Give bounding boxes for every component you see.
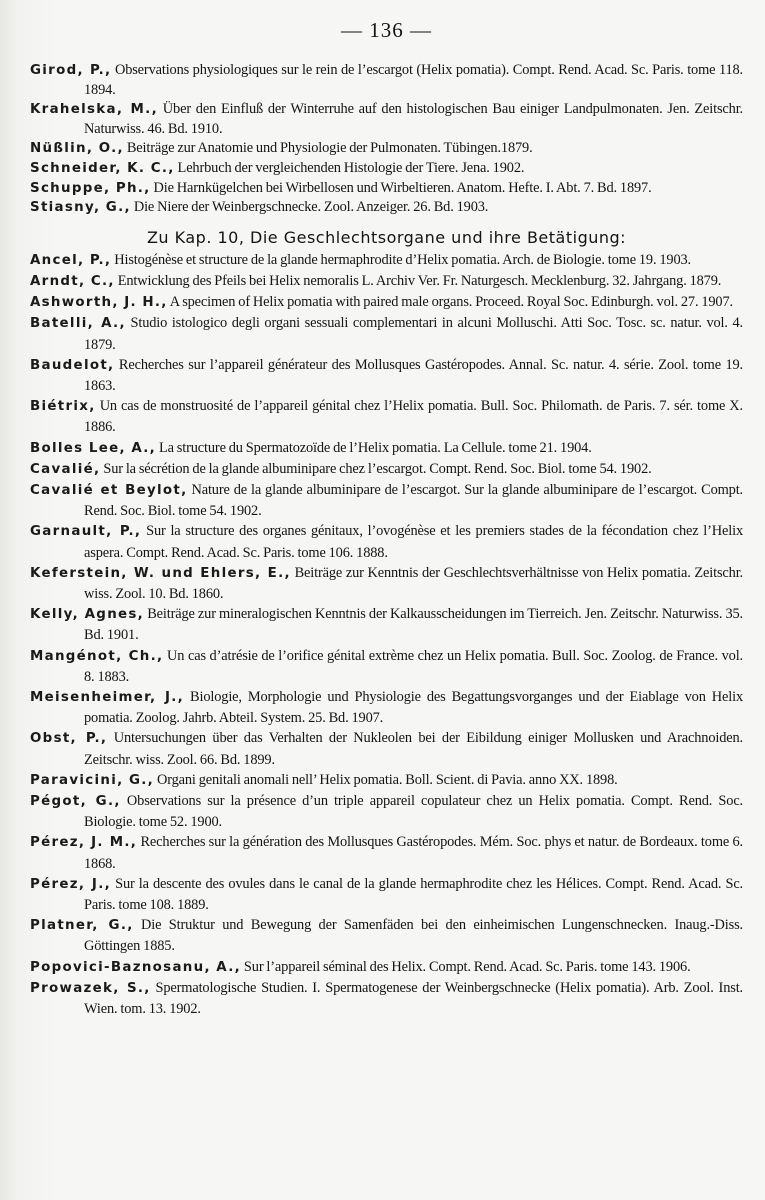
entry-citation: Studio istologico degli organi sessuali complementari in alcuni Molluschi. Atti Soc. Tosc. sc. natur. vol. 4. 1879.	[84, 315, 743, 353]
entry-author: Stiasny, G.,	[30, 200, 131, 216]
entry-citation: Beiträge zur Kenntnis der Geschlechtsverhältnisse von Helix pomatia. Zeitschr. wiss. Zool. 10. Bd. 1860.	[84, 564, 743, 602]
bibliography-entry	[30, 978, 743, 1019]
entry-citation: Über den Einfluß der Winterruhe auf den histologischen Bau einiger Landpulmonaten. Jen. Zeitschr. Naturwiss. 46. Bd. 1910.	[84, 101, 743, 137]
entry-citation: Sur la structure des organes génitaux, l’ovogénèse et les premiers stades de la fécondation chez l’Helix aspera. Compt. Rend. Acad. Sc. Paris. tome 106. 1888.	[84, 523, 743, 561]
entry-author: Schuppe, Ph.,	[30, 180, 151, 196]
entry-author: Pégot, G.,	[30, 794, 121, 810]
entry-citation: Biologie, Morphologie und Physiologie des Begattungsvorganges und der Eiablage von Helix pomatia. Zoolog. Jahrb. Abteil. System. 25. Bd. 1907.	[84, 689, 743, 727]
entry-author: Arndt, C.,	[30, 273, 115, 289]
entry-author: Meisenheimer, J.,	[30, 690, 185, 706]
entry-citation: Organi genitali anomali nell’ Helix pomatia. Boll. Scient. di Pavia. anno XX. 1898.	[154, 771, 618, 788]
entry-citation: Un cas de monstruosité de l’appareil génital chez l’Helix pomatia. Bull. Soc. Philomath. de Paris. 7. sér. tome X. 1886.	[84, 398, 743, 436]
entry-citation: Recherches sur la génération des Mollusques Gastéropodes. Mém. Soc. phys et natur. de Bordeaux. tome 6. 1868.	[84, 834, 743, 872]
entry-author: Cavalié et Beylot,	[30, 482, 188, 498]
entry-author: Paravicini, G.,	[30, 772, 155, 788]
bibliography-entry	[30, 438, 743, 459]
bibliography-entry	[30, 687, 743, 728]
entry-citation: Un cas d’atrésie de l’orifice génital extrème chez un Helix pomatia. Bull. Soc. Zoolog. de France. vol. 8. 1883.	[84, 647, 744, 685]
entry-citation: Entwicklung des Pfeils bei Helix nemoralis L. Archiv Ver. Fr. Naturgesch. Mecklenburg. 32. Jahrgang. 1879.	[114, 272, 722, 289]
entry-author: Biétrix,	[30, 399, 96, 415]
entry-author: Obst, P.,	[30, 731, 108, 747]
bibliography-entry	[30, 874, 743, 915]
entry-author: Krahelska, M.,	[30, 102, 158, 118]
bibliography-entry	[30, 355, 743, 396]
entry-citation: Untersuchungen über das Verhalten der Nukleolen bei der Eibildung einiger Mollusken und Arachnoiden. Zeitschr. wiss. Zool. 66. Bd. 1899.	[84, 730, 743, 768]
entry-author: Pérez, J. M.,	[30, 835, 138, 851]
entry-citation: Sur la descente des ovules dans le canal de la glande hermaphrodite chez les Hélices. Compt. Rend. Acad. Sc. Paris. tome 108. 1889.	[84, 875, 744, 914]
entry-author: Ashworth, J. H.,	[30, 295, 168, 311]
bibliography-entry	[30, 292, 743, 313]
entry-author: Bolles Lee, A.,	[30, 440, 157, 456]
bibliography-entry	[30, 139, 743, 159]
entry-citation: A specimen of Helix pomatia with paired male organs. Proceed. Royal Soc. Edinburgh. vol. 27. 1907.	[167, 294, 733, 311]
bibliography-entry	[30, 915, 743, 956]
entry-author: Baudelot,	[30, 357, 115, 373]
entry-citation: Recherches sur l’appareil générateur des Mollusques Gastéropodes. Annal. Sc. natur. 4. série. Zool. tome 19. 1863.	[84, 356, 743, 394]
entry-citation: Observations sur la présence d’un triple appareil copulateur chez un Helix pomatia. Compt. Rend. Soc. Biologie. tome 52. 1900.	[84, 793, 743, 831]
bibliography-entry	[30, 159, 743, 179]
entry-citation: La structure du Spermatozoïde de l’Helix pomatia. La Cellule. tome 21. 1904.	[156, 439, 592, 456]
bibliography-entry	[30, 646, 743, 687]
bibliography-entry	[30, 770, 743, 791]
entry-citation: Beiträge zur Anatomie und Physiologie der Pulmonaten. Tübingen.1879.	[123, 140, 533, 157]
entry-author: Mangénot, Ch.,	[30, 648, 164, 664]
entry-citation: Lehrbuch der vergleichenden Histologie der Tiere. Jena. 1902.	[174, 159, 525, 176]
bibliography-entry	[30, 832, 743, 873]
entry-author: Girod, P.,	[30, 63, 112, 78]
bibliography-entry	[30, 313, 743, 354]
entry-citation: Die Harnkügelchen bei Wirbellosen und Wirbeltieren. Anatom. Hefte. I. Abt. 7. Bd. 1897.	[150, 179, 652, 196]
entry-citation: Die Struktur und Bewegung der Samenfäden bei den einheimischen Lungenschnecken. Inaug.-Diss. Göttingen 1885.	[84, 917, 743, 955]
entry-citation: Sur l’appareil séminal des Helix. Compt. Rend. Acad. Sc. Paris. tome 143. 1906.	[240, 958, 691, 975]
bibliography-entry	[30, 521, 743, 562]
entry-author: Ancel, P.,	[30, 252, 112, 268]
bibliography-entry	[30, 250, 743, 271]
entry-author: Popovici-Baznosanu, A.,	[30, 959, 241, 975]
entry-citation: Observations physiologiques sur le rein de l’escargot (Helix pomatia). Compt. Rend. Acad. Sc. Paris. tome 118. 1894.	[84, 62, 743, 98]
entry-author: Nüßlin, O.,	[30, 141, 124, 157]
bibliography-block-chapter-10	[30, 250, 743, 1020]
page-number: — 136 —	[341, 18, 432, 42]
bibliography-entry	[30, 459, 743, 480]
entry-author: Kelly, Agnes,	[30, 607, 145, 623]
bibliography-entry	[30, 198, 743, 218]
bibliography-entry	[30, 957, 743, 978]
entry-citation: Beiträge zur mineralogischen Kenntnis der Kalkausscheidungen im Tierreich. Jen. Zeitschr. Naturwiss. 35. Bd. 1901.	[84, 606, 743, 644]
bibliography-entry	[30, 179, 743, 199]
entry-author: Platner, G.,	[30, 918, 134, 934]
bibliography-entry	[30, 791, 743, 832]
bibliography-entry	[30, 480, 743, 521]
bibliography-entry	[30, 563, 743, 604]
entry-citation: Nature de la glande albuminipare de l’escargot. Sur la glande albuminipare de l’escargot. Compt. Rend. Soc. Biol. tome 54. 1902.	[84, 481, 743, 520]
entry-author: Cavalié,	[30, 461, 101, 477]
entry-citation: Sur la sécrétion de la glande albuminipare chez l’escargot. Compt. Rend. Soc. Biol. tome 54. 1902.	[100, 460, 652, 477]
bibliography-entry	[30, 100, 743, 139]
bibliography-block-previous-chapter	[30, 61, 743, 218]
entry-author: Prowazek, S.,	[30, 980, 151, 996]
section-heading: Zu Kap. 10, Die Geschlechtsorgane und ihre Betätigung:	[146, 227, 627, 247]
entry-citation: Spermatologische Studien. I. Spermatogenese der Weinbergschnecke (Helix pomatia). Arb. Zool. Inst. Wien. tom. 13. 1902.	[84, 979, 743, 1018]
bibliography-entry	[30, 604, 743, 645]
bibliography	[30, 61, 743, 1019]
bibliography-entry	[30, 271, 743, 292]
entry-author: Keferstein, W. und Ehlers, E.,	[30, 565, 291, 581]
bibliography-entry	[30, 396, 743, 437]
entry-citation: Die Niere der Weinbergschnecke. Zool. Anzeiger. 26. Bd. 1903.	[130, 199, 489, 216]
bibliography-entry	[30, 61, 743, 100]
entry-citation: Histogénèse et structure de la glande hermaphrodite d’Helix pomatia. Arch. de Biologie. tome 19. 1903.	[111, 251, 691, 268]
entry-author: Batelli, A.,	[30, 316, 126, 332]
entry-author: Garnault, P.,	[30, 524, 142, 540]
bibliography-entry	[30, 728, 743, 769]
entry-author: Schneider, K. C.,	[30, 160, 175, 176]
entry-author: Pérez, J.,	[30, 876, 111, 892]
